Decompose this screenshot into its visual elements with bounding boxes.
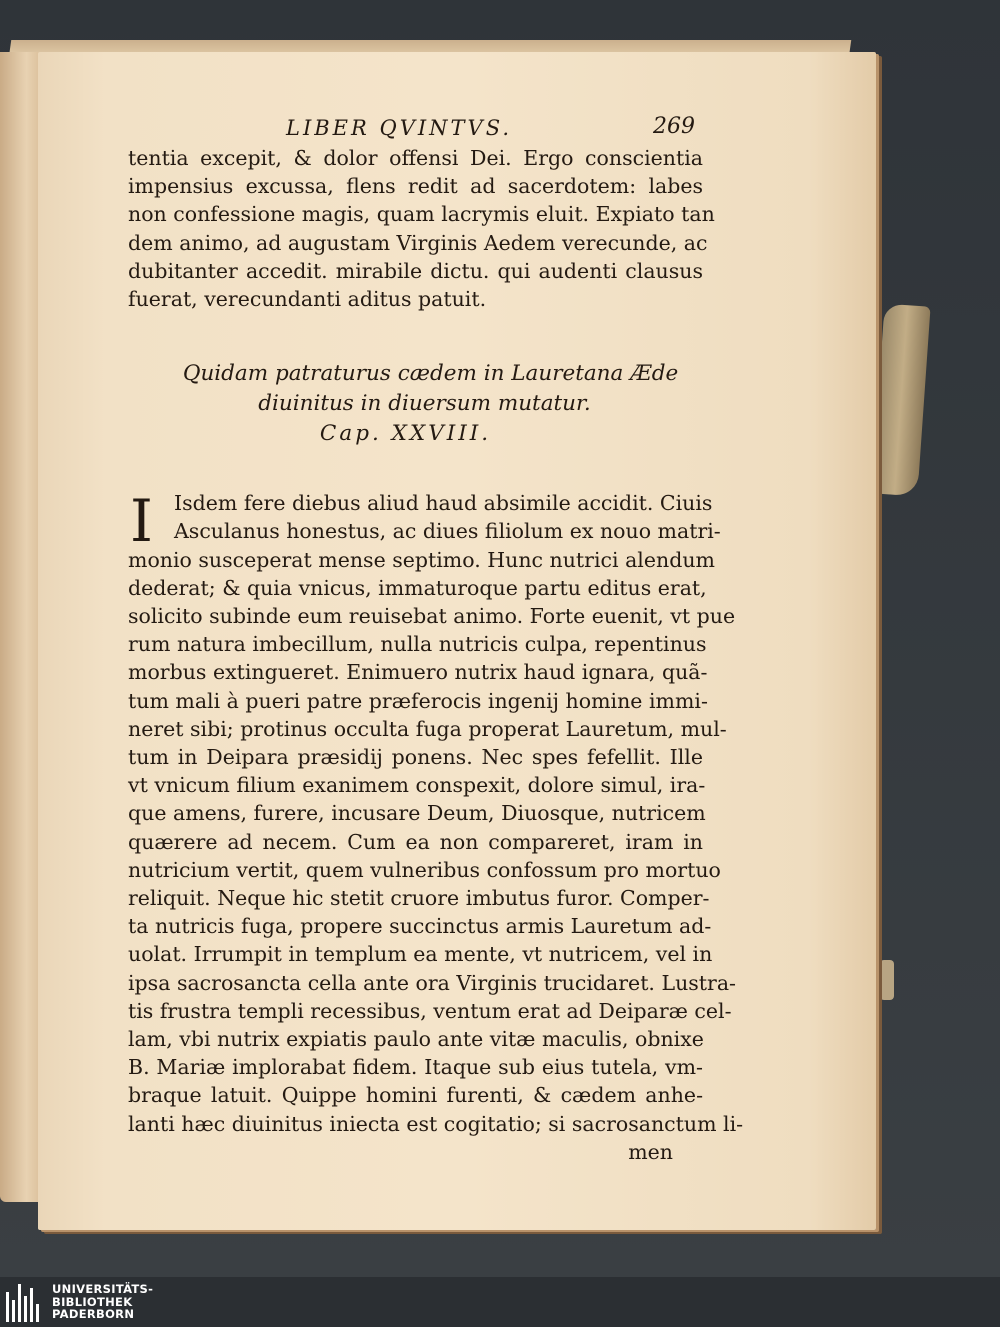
heading-line: Quidam patraturus cædem in Lauretana Æde	[182, 361, 679, 387]
library-logo-icon	[4, 1280, 44, 1324]
catchword: men	[628, 1139, 673, 1164]
text-line: reliquit. Neque hic stetit cruore imbutus furor. Comper-	[128, 886, 710, 911]
paper-bookmark	[871, 304, 930, 497]
page-text	[128, 114, 744, 1166]
library-logo-text	[52, 1283, 153, 1321]
logo-line: BIBLIOTHEK	[52, 1294, 133, 1309]
text-line: tum in Deipara præsidij ponens. Nec spes fefellit. Ille	[128, 745, 703, 770]
text-line: dubitanter accedit. mirabile dictu. qui audenti clausus	[128, 258, 703, 283]
text-line: lanti hæc diuinitus iniecta est cogitatio; si sacrosanctum li-	[128, 1111, 744, 1136]
text-line: ipsa sacrosancta cella ante ora Virginis trucidaret. Lustra-	[128, 970, 736, 995]
text-line: monio susceperat mense septimo. Hunc nutrici alendum	[128, 547, 715, 572]
text-line: fuerat, verecundanti aditus patuit.	[128, 287, 487, 312]
chapter-heading	[128, 359, 703, 449]
chapter-number: Cap. XXVIII.	[319, 421, 492, 447]
text-line: neret sibi; protinus occulta fuga properat Lauretum, mul-	[128, 716, 727, 741]
text-line: non confessione magis, quam lacrymis eluit. Expiato tan	[128, 202, 715, 227]
library-footer	[0, 1277, 1000, 1327]
text-line: tum mali à pueri patre præferocis ingenij homine immi-	[128, 688, 708, 713]
logo-line: PADERBORN	[52, 1307, 135, 1322]
text-line: dederat; & quia vnicus, immaturoque partu editus erat,	[128, 575, 707, 600]
text-line: lam, vbi nutrix expiatis paulo ante vitæ maculis, obnixe	[128, 1027, 704, 1052]
text-line: tentia excepit, & dolor offensi Dei. Ergo conscientia	[128, 146, 703, 170]
text-line: Asculanus honestus, ac diues filiolum ex nouo matri-	[174, 519, 721, 544]
text-line: nutricium vertit, quem vulneribus confossum pro mortuo	[128, 857, 721, 882]
text-line: ta nutricis fuga, propere succinctus armis Lauretum ad-	[128, 914, 712, 939]
heading-line: diuinitus in diuersum mutatur.	[258, 391, 591, 417]
paragraph-2	[128, 487, 744, 1166]
text-line: morbus extingueret. Enimuero nutrix haud ignara, quã-	[128, 660, 708, 685]
text-line: B. Mariæ implorabat fidem. Itaque sub eius tutela, vm-	[128, 1055, 703, 1080]
page-header	[128, 114, 703, 144]
text-line: braque latuit. Quippe homini furenti, & cædem anhe-	[128, 1083, 703, 1108]
paragraph-1	[128, 144, 715, 313]
logo-line: UNIVERSITÄTS-	[52, 1282, 154, 1297]
text-line: Isdem fere diebus aliud haud absimile accidit. Ciuis	[174, 491, 713, 516]
paper-tab	[880, 960, 894, 1000]
text-line: dem animo, ad augustam Virginis Aedem verecunde, ac	[128, 230, 708, 255]
text-line: rum natura imbecillum, nulla nutricis culpa, repentinus	[128, 632, 707, 657]
text-line: quærere ad necem. Cum ea non compareret, iram in	[128, 829, 703, 854]
text-line: solicito subinde eum reuisebat animo. Forte euenit, vt pue	[128, 604, 736, 629]
drop-cap: I	[130, 487, 153, 556]
text-line: tis frustra templi recessibus, ventum erat ad Deiparæ cel-	[128, 998, 732, 1023]
text-line: uolat. Irrumpit in templum ea mente, vt nutricem, vel in	[128, 942, 713, 967]
running-title: LIBER QVINTVS.	[286, 116, 513, 140]
text-line: vt vnicum filium exanimem conspexit, dolore simul, ira-	[128, 773, 706, 798]
page-number: 269	[653, 114, 695, 139]
text-line: que amens, furere, incusare Deum, Diuosque, nutricem	[128, 801, 706, 826]
text-line: impensius excussa, flens redit ad sacerdotem: labes	[128, 174, 703, 199]
